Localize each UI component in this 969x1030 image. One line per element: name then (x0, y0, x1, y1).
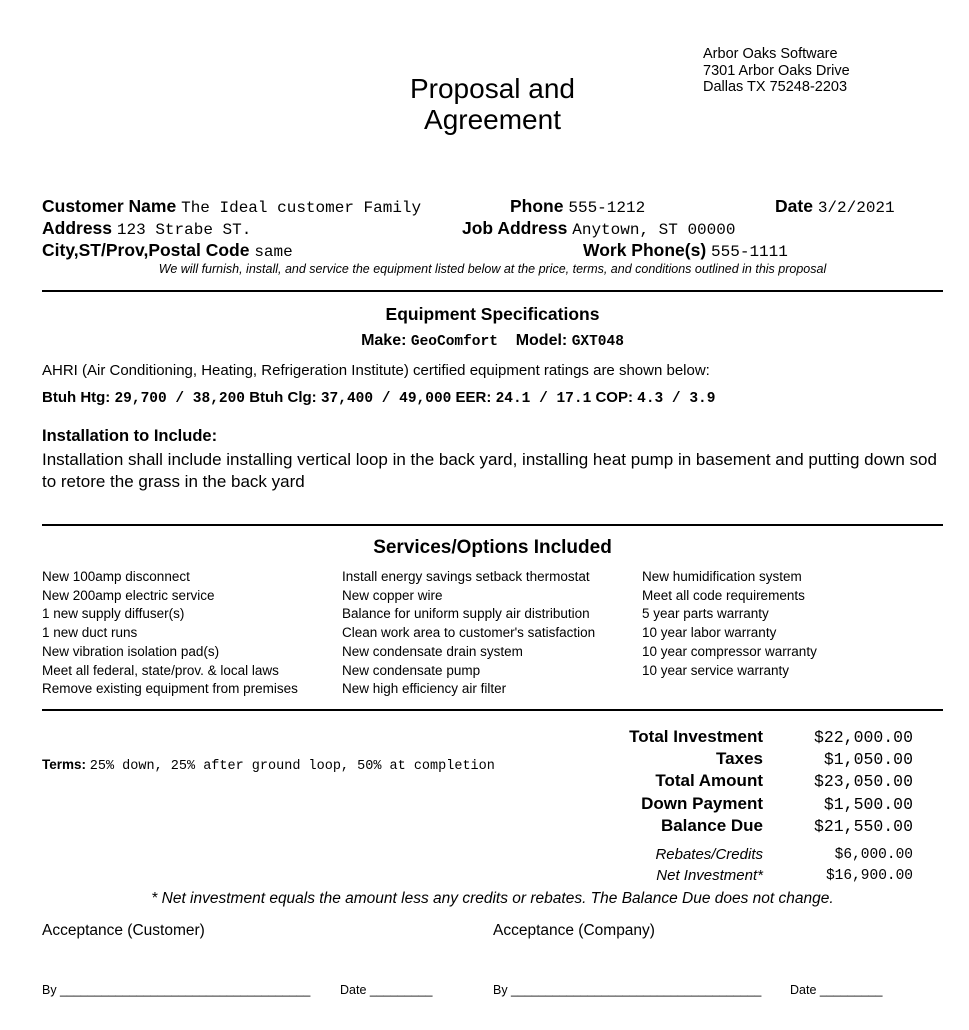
customer-date-line: Date _________ (340, 983, 433, 997)
total-investment-value: $22,000.00 (813, 728, 913, 747)
net-investment-label: Net Investment* (656, 867, 763, 884)
job-address-label: Job Address (462, 218, 568, 238)
htg-label: Btuh Htg: (42, 389, 111, 406)
proposal-tagline: We will furnish, install, and service the equipment listed below at the price, terms, and conditions outlined in this proposal (158, 262, 827, 276)
make-value: GeoComfort (410, 334, 498, 350)
phone-value: 555-1212 (568, 199, 646, 217)
terms-label: Terms: (42, 757, 87, 772)
make-model-line (42, 332, 943, 350)
total-investment-label: Total Investment (629, 727, 763, 746)
city-field (42, 240, 293, 261)
list-item: Meet all federal, state/prov. & local laws (42, 662, 279, 678)
rebates-value: $6,000.00 (834, 847, 913, 863)
date-value: 3/2/2021 (817, 199, 895, 217)
list-item: Balance for uniform supply air distribution (342, 606, 590, 622)
list-item: New copper wire (342, 587, 443, 603)
list-item: New humidification system (642, 569, 802, 584)
services-column-3 (642, 568, 817, 680)
terms-value: 25% down, 25% after ground loop, 50% at completion (89, 759, 495, 774)
company-city: Dallas TX 75248-2203 (703, 79, 848, 95)
list-item: New condensate drain system (342, 643, 523, 659)
divider (42, 524, 943, 526)
list-item: Install energy savings setback thermostat (342, 569, 590, 584)
list-item: New condensate pump (342, 662, 481, 678)
customer-acceptance-label: Acceptance (Customer) (42, 922, 205, 939)
phone-field (510, 196, 645, 217)
equipment-ratings (42, 389, 715, 407)
taxes-label: Taxes (716, 749, 763, 768)
date-label: Date (775, 196, 813, 216)
title-line-1: Proposal and (409, 73, 575, 104)
list-item: 10 year service warranty (642, 662, 790, 678)
customer-name-label: Customer Name (42, 196, 177, 216)
ahri-text: AHRI (Air Conditioning, Heating, Refrigeration Institute) certified equipment ratings are shown below: (42, 362, 710, 379)
list-item: New vibration isolation pad(s) (42, 643, 220, 659)
balance-due-value: $21,550.00 (813, 817, 913, 836)
services-column-2 (342, 568, 595, 699)
list-item: New high efficiency air filter (342, 681, 507, 697)
cop-label: COP: (595, 389, 633, 406)
terms-field (42, 757, 495, 774)
balance-due-label: Balance Due (660, 816, 763, 835)
work-phone-label: Work Phone(s) (583, 240, 707, 260)
divider (42, 290, 943, 292)
net-investment-value: $16,900.00 (825, 868, 913, 884)
list-item: Meet all code requirements (642, 587, 805, 603)
list-item: Remove existing equipment from premises (42, 681, 298, 697)
list-item: 5 year parts warranty (642, 606, 769, 622)
list-item: 10 year labor warranty (642, 625, 777, 641)
divider (42, 709, 943, 711)
title-line-2: Agreement (424, 104, 561, 135)
down-payment-value: $1,500.00 (823, 795, 913, 814)
down-payment-label: Down Payment (641, 794, 763, 813)
clg-label: Btuh Clg: (249, 389, 317, 406)
cop-value: 4.3 / 3.9 (637, 391, 716, 407)
total-amount-value: $23,050.00 (813, 772, 913, 791)
company-address-block (703, 46, 850, 96)
equipment-heading: Equipment Specifications (385, 304, 600, 324)
eer-value: 24.1 / 17.1 (495, 391, 592, 407)
phone-label: Phone (510, 196, 564, 216)
customer-signature-line: By ____________________________________ (42, 983, 311, 997)
total-amount-label: Total Amount (655, 771, 763, 790)
list-item: 10 year compressor warranty (642, 643, 817, 659)
job-address-field (462, 218, 735, 239)
work-phone-value: 555-1111 (711, 243, 788, 261)
address-field (42, 218, 251, 239)
installation-heading: Installation to Include: (42, 427, 218, 445)
address-label: Address (42, 218, 113, 238)
model-value: GXT048 (571, 334, 624, 350)
rebates-label: Rebates/Credits (655, 846, 763, 863)
list-item: 1 new supply diffuser(s) (42, 606, 185, 622)
company-name: Arbor Oaks Software (703, 46, 838, 62)
net-investment-note: * Net investment equals the amount less any credits or rebates. The Balance Due does not change. (151, 890, 834, 907)
company-signature-line: By ____________________________________ (493, 983, 762, 997)
company-date-line: Date _________ (790, 983, 883, 997)
work-phone-field (583, 240, 788, 261)
job-address-value: Anytown, ST 00000 (572, 221, 736, 239)
city-value: same (254, 243, 293, 261)
eer-label: EER: (455, 389, 492, 406)
clg-value: 37,400 / 49,000 (320, 391, 452, 407)
services-column-1 (42, 568, 298, 699)
taxes-value: $1,050.00 (823, 750, 913, 769)
address-value: 123 Strabe ST. (116, 221, 252, 239)
company-street: 7301 Arbor Oaks Drive (703, 62, 850, 79)
date-field (775, 196, 895, 217)
installation-text: Installation shall include installing vertical loop in the back yard, installing heat pump in basement and putting down sod to retore the grass in the back yard (42, 450, 937, 491)
list-item: New 200amp electric service (42, 587, 215, 603)
list-item: Clean work area to customer's satisfaction (342, 625, 596, 641)
company-acceptance-label: Acceptance (Company) (493, 922, 655, 939)
htg-value: 29,700 / 38,200 (114, 391, 246, 407)
customer-name-value: The Ideal customer Family (181, 199, 422, 217)
model-label: Model: (515, 332, 568, 349)
document-title (380, 73, 605, 135)
customer-name-field (42, 196, 421, 217)
services-heading: Services/Options Included (373, 537, 612, 558)
list-item: 1 new duct runs (42, 625, 138, 641)
list-item: New 100amp disconnect (42, 569, 190, 584)
make-label: Make: (361, 332, 407, 349)
city-label: City,ST/Prov,Postal Code (42, 240, 250, 260)
